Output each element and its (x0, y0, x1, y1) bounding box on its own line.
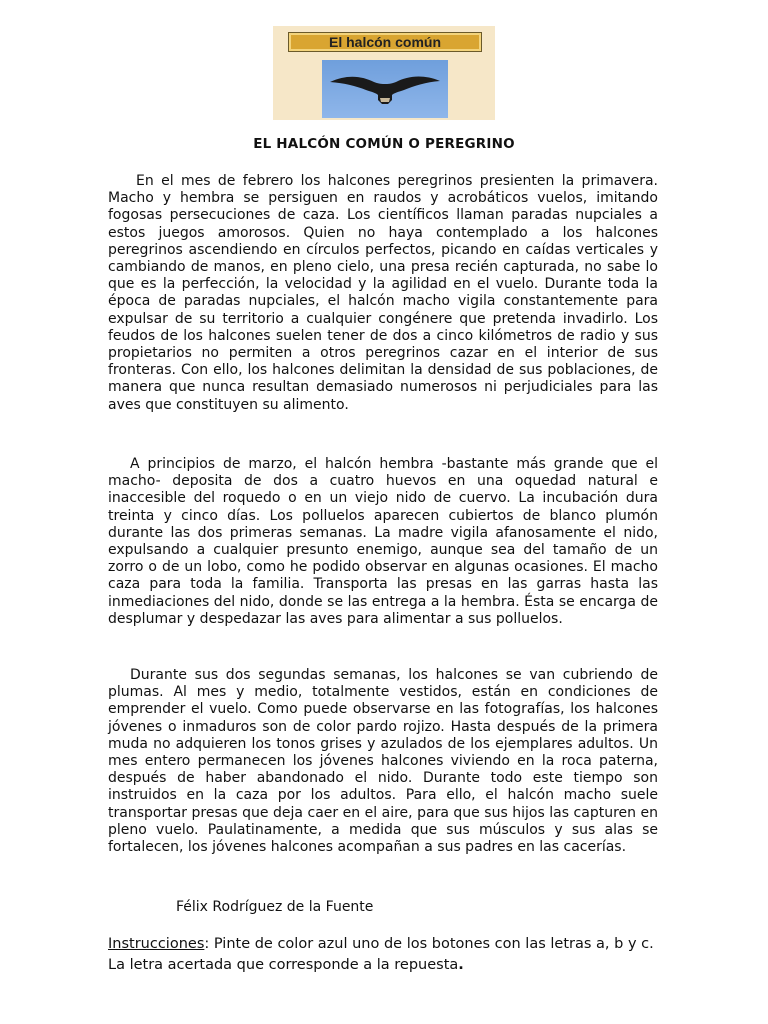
author: Félix Rodríguez de la Fuente (176, 899, 374, 915)
falcon-silhouette-icon (322, 60, 448, 118)
paragraph-2: A principios de marzo, el halcón hembra -bastante más grande que el macho- deposita de dos a cuatro huevos en una oquedad natural e inaccesible del roquedo o en un viejo nido de cuervo. La incubación dura treinta y cinco días. Los polluelos aparecen cubiertos de blanco plumón durante las dos primeras semanas. La madre vigila afanosamente el nido, expulsando a cualquier presunto enemigo, aunque sea del tamaño de un zorro o de un lobo, como he podido observar en algunas ocasiones. El macho caza para toda la familia. Transporta las presas en las garras hasta las inmediaciones del nido, donde se las entrega a la hembra. Ésta se encarga de desplumar y despedazar las aves para alimentar a sus polluelos. (108, 456, 658, 627)
paragraph-3: Durante sus dos segundas semanas, los halcones se van cubriendo de plumas. Al mes y medio, totalmente vestidos, están en condiciones de emprender el vuelo. Como puede observarse en las fotografías, los halcones jóvenes o inmaduros son de color pardo rojizo. Hasta después de la primera muda no adquieren los tonos grises y azulados de los ejemplares adultos. Un mes entero permanecen los jóvenes halcones viviendo en la roca paterna, después de haber abandonado el nido. Durante todo este tiempo son instruidos en la caza por los adultos. Para ello, el halcón macho suele transportar presas que deja caer en el aire, para que sus hijos las capturen en pleno vuelo. Paulatinamente, a medida que sus músculos y sus alas se fortalecen, los jóvenes halcones acompañan a sus padres en las cacerías. (108, 667, 658, 856)
instructions-end: . (458, 957, 464, 973)
instructions (108, 934, 668, 976)
header-banner (273, 26, 495, 120)
paragraph-1: En el mes de febrero los halcones peregrinos presienten la primavera. Macho y hembra se persiguen en raudos y acrobáticos vuelos, imitando fogosas persecuciones de caza. Los científicos llaman paradas nupciales a estos juegos amorosos. Quien no haya contemplado a los halcones peregrinos ascendiendo en círculos perfectos, picando en caídas verticales y cambiando de manos, en pleno cielo, una presa recién capturada, no sabe lo que es la perfección, la velocidad y la agilidad en el vuelo. Durante toda la época de paradas nupciales, el halcón macho vigila constantemente para expulsar de su territorio a cualquier congénere que pretenda invadirlo. Los feudos de los halcones suelen tener de dos a cinco kilómetros de radio y sus propietarios no permiten a otros peregrinos cazar en el interior de sus fronteras. Con ello, los halcones delimitan la densidad de sus poblaciones, de manera que nunca resultan demasiado numerosos ni perjudiciales para las aves que constituyen su alimento. (108, 173, 658, 413)
page-title: EL HALCÓN COMÚN O PEREGRINO (253, 136, 515, 152)
instructions-label: Instrucciones (108, 936, 205, 952)
falcon-photo (322, 60, 448, 118)
banner-title-box (288, 32, 482, 52)
instructions-text: : Pinte de color azul uno de los botones con las letras a, b y c. La letra acertada que corresponde a la repuesta (108, 936, 654, 973)
banner-title: El halcón común (328, 34, 441, 50)
